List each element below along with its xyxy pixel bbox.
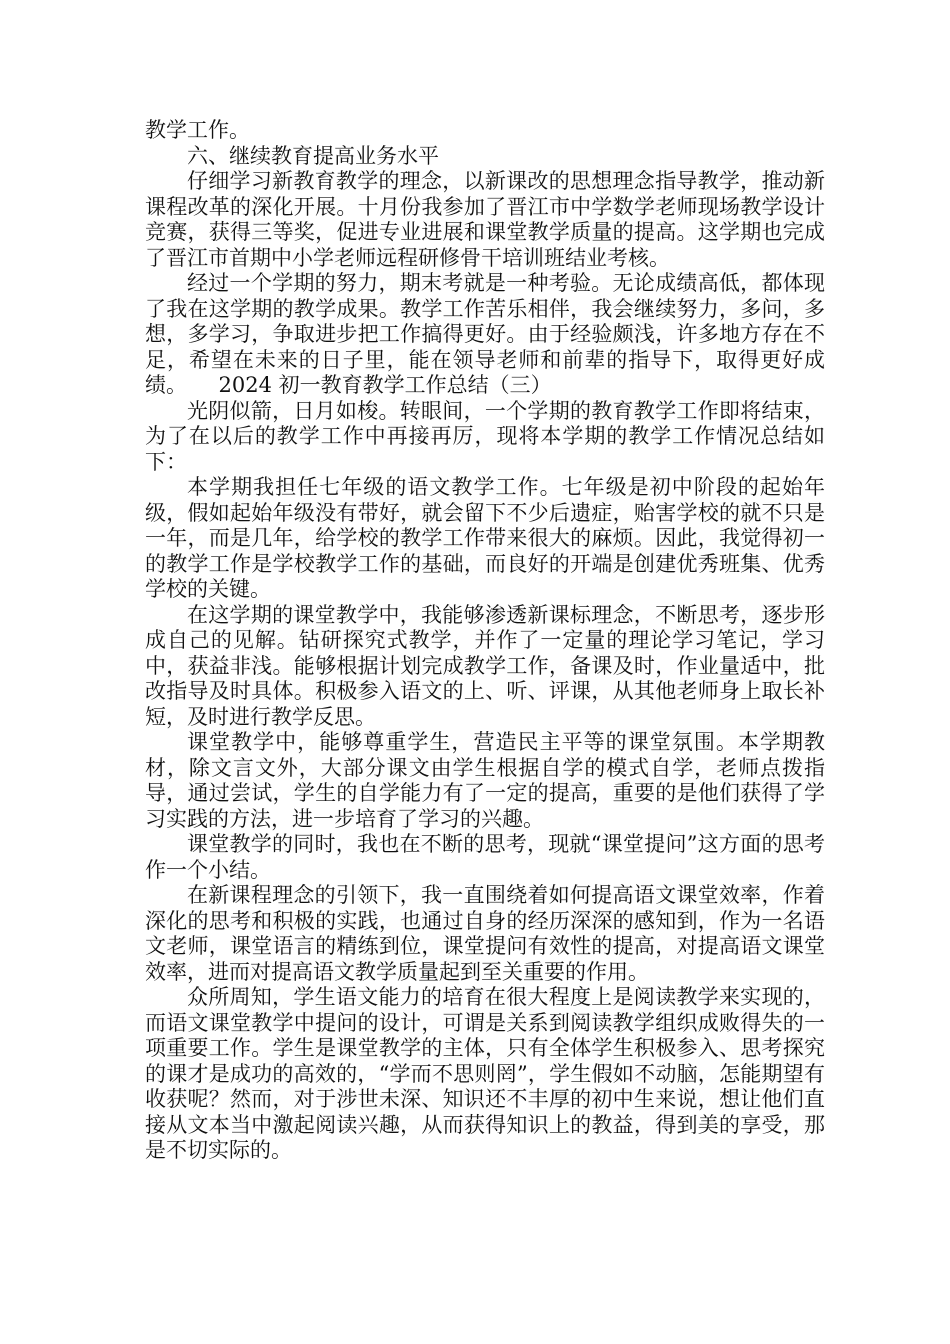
document-page <box>145 118 825 1164</box>
paragraph: 在这学期的课堂教学中，我能够渗透新课标理念，不断思考，逐步形成自己的见解。钻研探究式教学，并作了一定量的理论学习笔记，学习中，获益非浅。能够根据计划完成教学工作，备课及时，作业量适中，批改指导及时具体。积极参入语文的上、听、评课，从其他老师身上取长补短，及时进行教学反思。 <box>145 602 825 729</box>
paragraph: 经过一个学期的努力，期末考就是一种考验。无论成绩高低，都体现了我在这学期的教学成果。教学工作苦乐相伴，我会继续努力，多问，多想，多学习，争取进步把工作搞得更好。由于经验颇浅，许多地方存在不足，希望在未来的日子里，能在领导老师和前辈的指导下，取得更好成绩。 2024 初一教育教学工作总结（三） <box>145 271 825 397</box>
section-heading: 六、继续教育提高业务水平 <box>187 143 439 168</box>
paragraph: 仔细学习新教育教学的理念，以新课改的思想理念指导教学，推动新课程改革的深化开展。十月份我参加了晋江市中学数学老师现场教学设计竞赛，获得三等奖，促进专业进展和课堂教学质量的提高。这学期也完成了晋江市首期中小学老师远程研修骨干培训班结业考核。 <box>145 169 825 270</box>
paragraph: 在新课程理念的引领下，我一直围绕着如何提高语文课堂效率，作着深化的思考和积极的实践，也通过自身的经历深深的感知到，作为一名语文老师，课堂语言的精练到位，课堂提问有效性的提高，对提高语文课堂效率，进而对提高语文教学质量起到至关重要的作用。 <box>145 883 825 984</box>
paragraph: 课堂教学中，能够尊重学生，营造民主平等的课堂氛围。本学期教材，除文言文外，大部分课文由学生根据自学的模式自学，老师点拨指导，通过尝试，学生的自学能力有了一定的提高，重要的是他们获得了学习实践的方法，进一步培育了学习的兴趣。 <box>145 730 825 831</box>
paragraph: 光阴似箭，日月如梭。转眼间，一个学期的教育教学工作即将结束，为了在以后的教学工作中再接再厉，现将本学期的教学工作情况总结如下： <box>145 398 825 474</box>
paragraph: 本学期我担任七年级的语文教学工作。七年级是初中阶段的起始年级，假如起始年级没有带好，就会留下不少后遗症，贻害学校的就不只是一年，而是几年，给学校的教学工作带来很大的麻烦。因此，我觉得初一的教学工作是学校教学工作的基础，而良好的开端是创建优秀班集、优秀学校的关键。 <box>145 475 825 601</box>
paragraph-continuation: 教学工作。 <box>145 118 250 142</box>
paragraph: 课堂教学的同时，我也在不断的思考，现就“课堂提问”这方面的思考作一个小结。 <box>145 832 825 882</box>
paragraph: 众所周知，学生语文能力的培育在很大程度上是阅读教学来实现的，而语文课堂教学中提问的设计，可谓是关系到阅读教学组织成败得失的一项重要工作。学生是课堂教学的主体，只有全体学生积极参入、思考探究的课才是成功的高效的，“学而不思则罔”，学生假如不动脑，怎能期望有收获呢？然而，对于涉世未深、知识还不丰厚的初中生来说，想让他们直接从文本当中激起阅读兴趣，从而获得知识上的教益，得到美的享受，那是不切实际的。 <box>145 985 825 1162</box>
